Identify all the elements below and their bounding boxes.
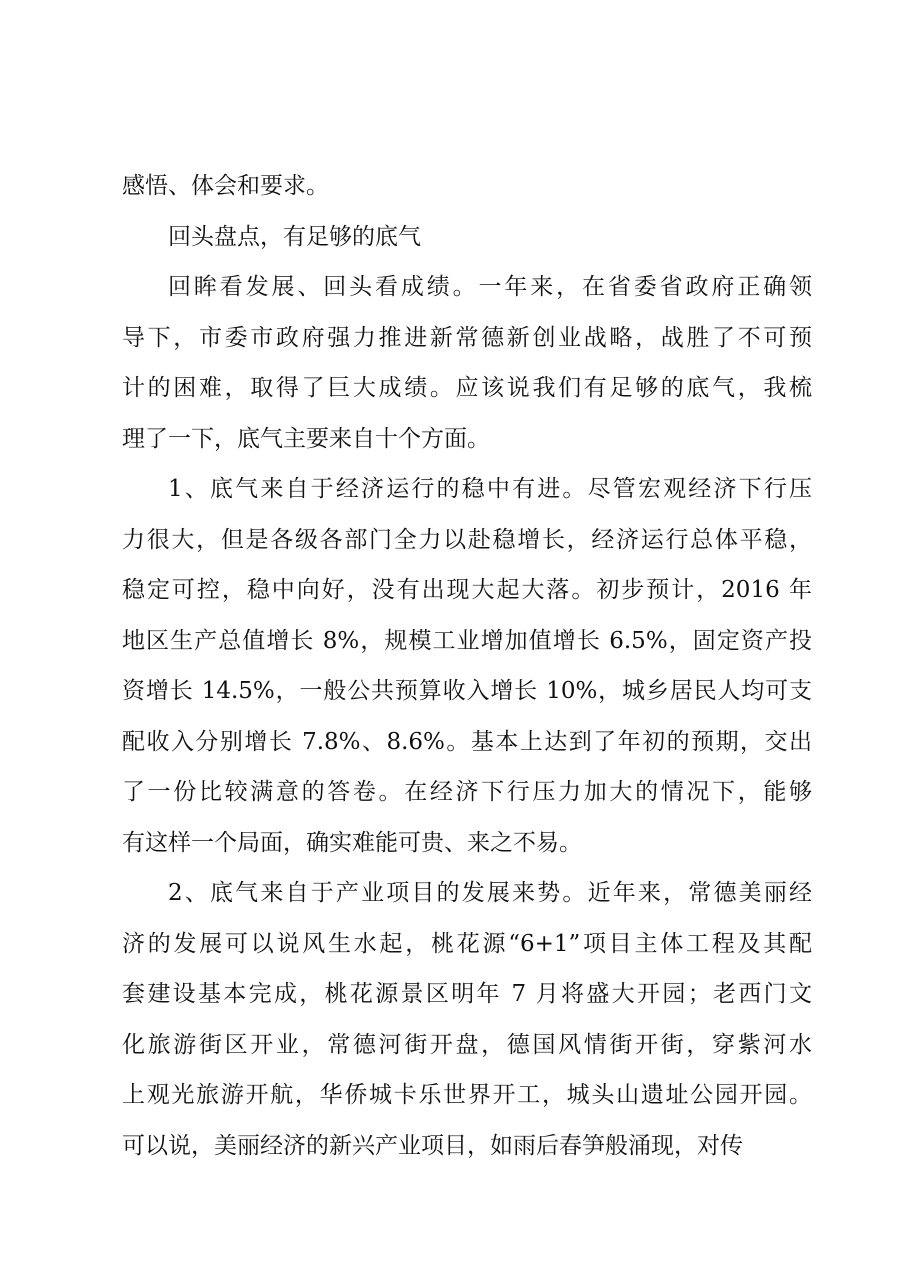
paragraph-intro <box>122 262 812 464</box>
document-body <box>122 161 812 1171</box>
section-heading <box>122 212 812 263</box>
text-line: 回头盘点，有足够的底气 <box>168 223 421 250</box>
text-line: 计的困难，取得了巨大成绩。应该说我们有足够的底气，我梳 <box>122 375 812 401</box>
text-line: 理了一下，底气主要来自十个方面。 <box>122 425 490 452</box>
text-line: 化旅游街区开业，常德河街开盘，德国风情街开街，穿紫河水 <box>122 1031 812 1058</box>
text-line: 有这样一个局面，确实难能可贵、来之不易。 <box>122 829 582 856</box>
text-line: 配收入分别增长 7.8%、8.6%。基本上达到了年初的预期，交出 <box>122 728 812 755</box>
text-line: 地区生产总值增长 8%，规模工业增加值增长 6.5%，固定资产投 <box>122 627 812 654</box>
text-line: 上观光旅游开航，华侨城卡乐世界开工，城头山遗址公园开园。 <box>122 1082 812 1108</box>
text-line: 稳定可控，稳中向好，没有出现大起大落。初步预计，2016 年 <box>122 577 812 603</box>
paragraph-point-1 <box>122 464 812 868</box>
text-line: 力很大，但是各级各部门全力以赴稳增长，经济运行总体平稳， <box>122 526 812 553</box>
text-line: 1、底气来自于经济运行的稳中有进。尽管宏观经济下行压 <box>168 476 812 502</box>
text-line: 2、底气来自于产业项目的发展来势。近年来，常德美丽经 <box>168 880 812 906</box>
text-line: 导下，市委市政府强力推进新常德新创业战略，战胜了不可预 <box>122 324 812 351</box>
text-line: 可以说，美丽经济的新兴产业项目，如雨后春笋般涌现，对传 <box>122 1132 743 1159</box>
paragraph-point-2 <box>122 868 812 1171</box>
text-line: 济的发展可以说风生水起，桃花源“6+1”项目主体工程及其配 <box>122 930 812 957</box>
text-line: 回眸看发展、回头看成绩。一年来，在省委省政府正确领 <box>168 274 812 300</box>
text-line: 资增长 14.5%，一般公共预算收入增长 10%，城乡居民人均可支 <box>122 678 812 704</box>
text-line: 了一份比较满意的答卷。在经济下行压力加大的情况下，能够 <box>122 779 812 805</box>
text-line: 感悟、体会和要求。 <box>122 173 329 199</box>
text-line: 套建设基本完成，桃花源景区明年 7 月将盛大开园；老西门文 <box>122 981 812 1007</box>
paragraph-continuation <box>122 161 812 212</box>
